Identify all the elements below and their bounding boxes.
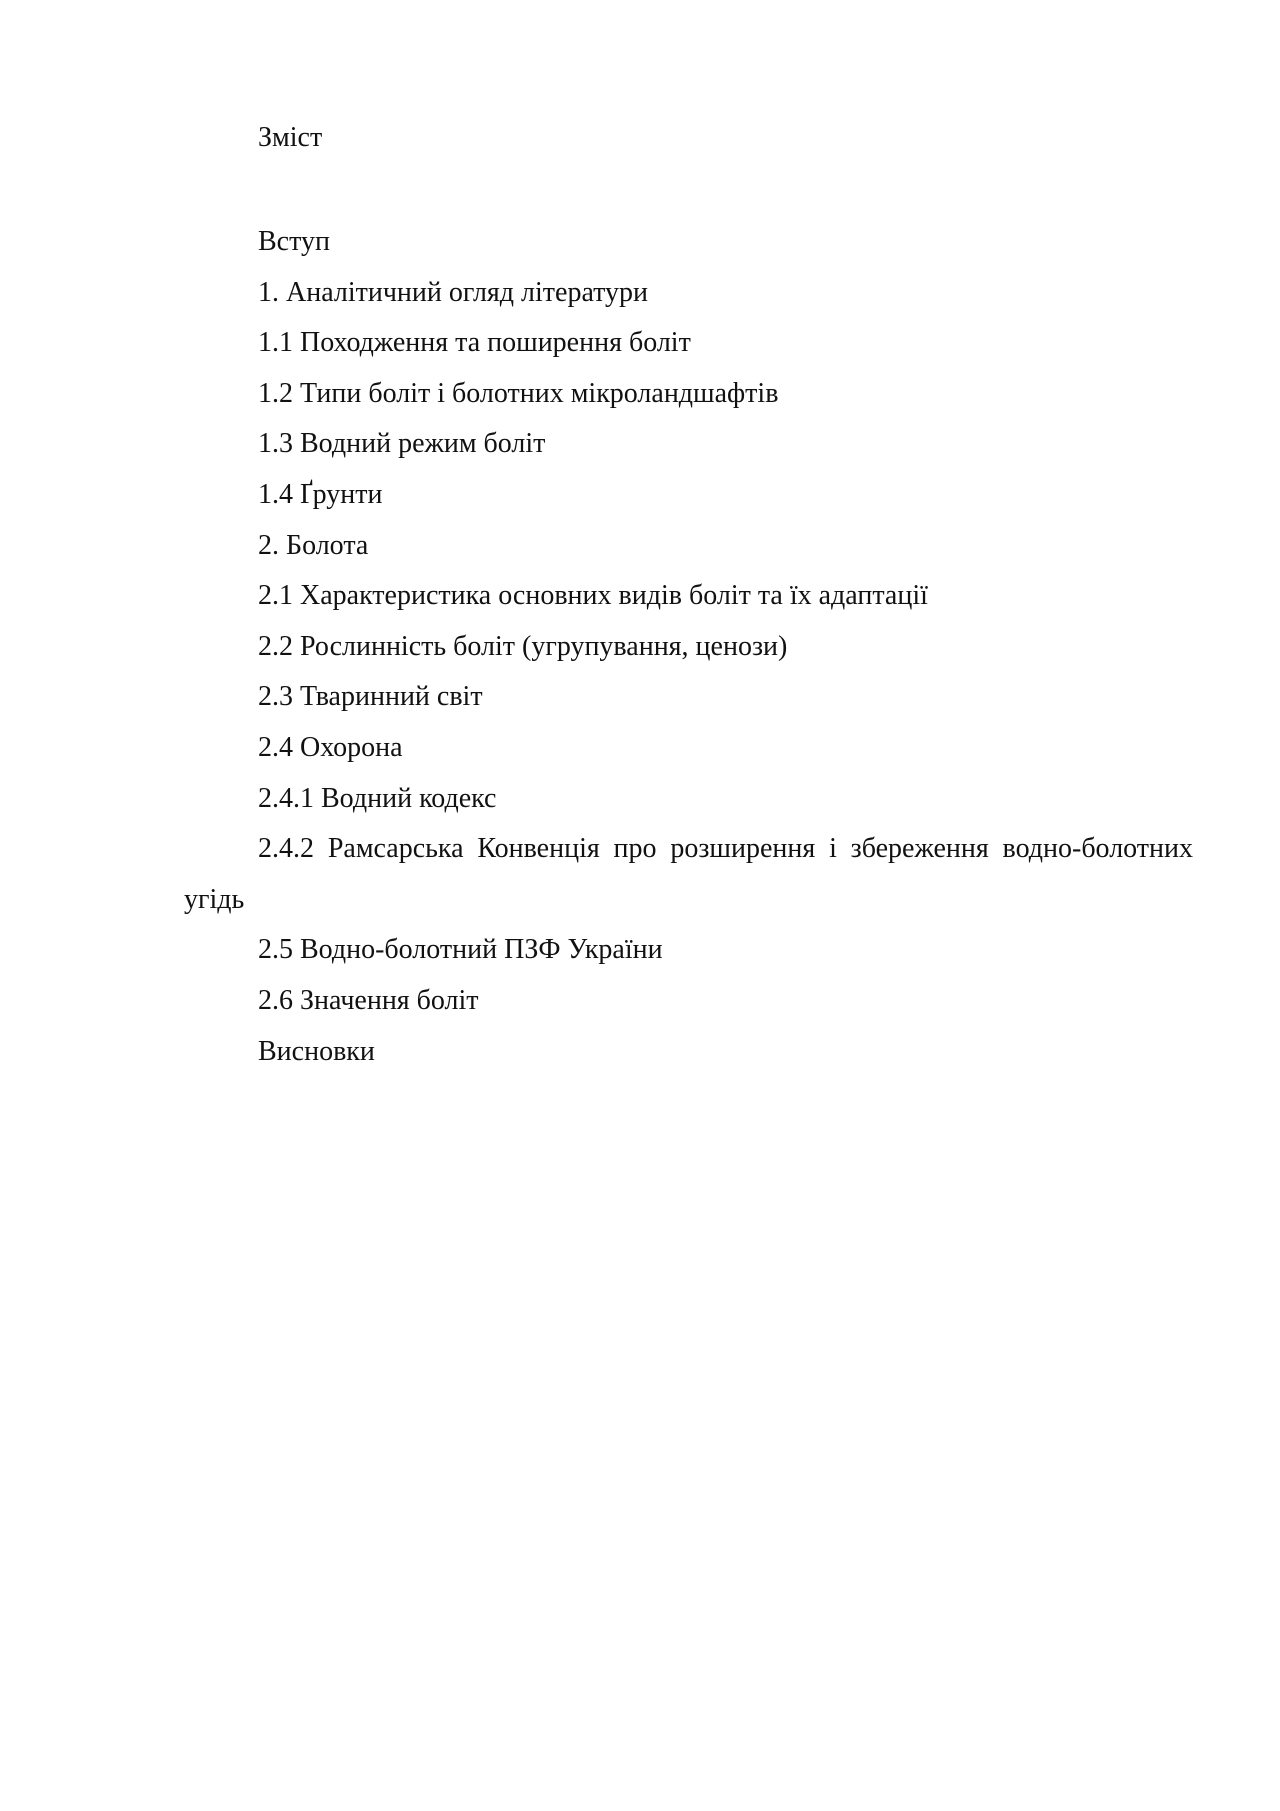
toc-item-intro: Вступ: [258, 226, 330, 257]
toc-item-2-4-1: 2.4.1 Водний кодекс: [258, 782, 497, 814]
toc-item-2-4: 2.4 Охорона: [258, 731, 403, 763]
toc-item-2-5: 2.5 Водно-болотний ПЗФ України: [258, 934, 663, 966]
toc-item-2-1: 2.1 Характеристика основних видів боліт та їх адаптації: [258, 580, 928, 612]
toc-item-2-2: 2.2 Рослинність боліт (угрупування, ценози): [258, 630, 788, 662]
toc-item-2-4-2: 2.4.2 Рамсарська Конвенція про розширення і збереження водно-болотних угідь: [184, 833, 1193, 915]
toc-item-1-1: 1.1 Походження та поширення боліт: [258, 327, 691, 359]
toc-item-conclusions: Висновки: [258, 1035, 375, 1067]
toc-item-1-2: 1.2 Типи боліт і болотних мікроландшафтів: [258, 377, 779, 409]
toc-item-2-6: 2.6 Значення боліт: [258, 984, 479, 1016]
toc-item-1-3: 1.3 Водний режим боліт: [258, 428, 546, 460]
toc-item-2: 2. Болота: [258, 529, 369, 561]
table-of-contents: [184, 217, 1193, 1077]
page-title: Зміст: [258, 122, 323, 153]
toc-item-1: 1. Аналітичний огляд літератури: [258, 276, 649, 308]
toc-item-1-4: 1.4 Ґрунти: [258, 478, 383, 510]
toc-item-2-3: 2.3 Тваринний світ: [258, 681, 483, 713]
